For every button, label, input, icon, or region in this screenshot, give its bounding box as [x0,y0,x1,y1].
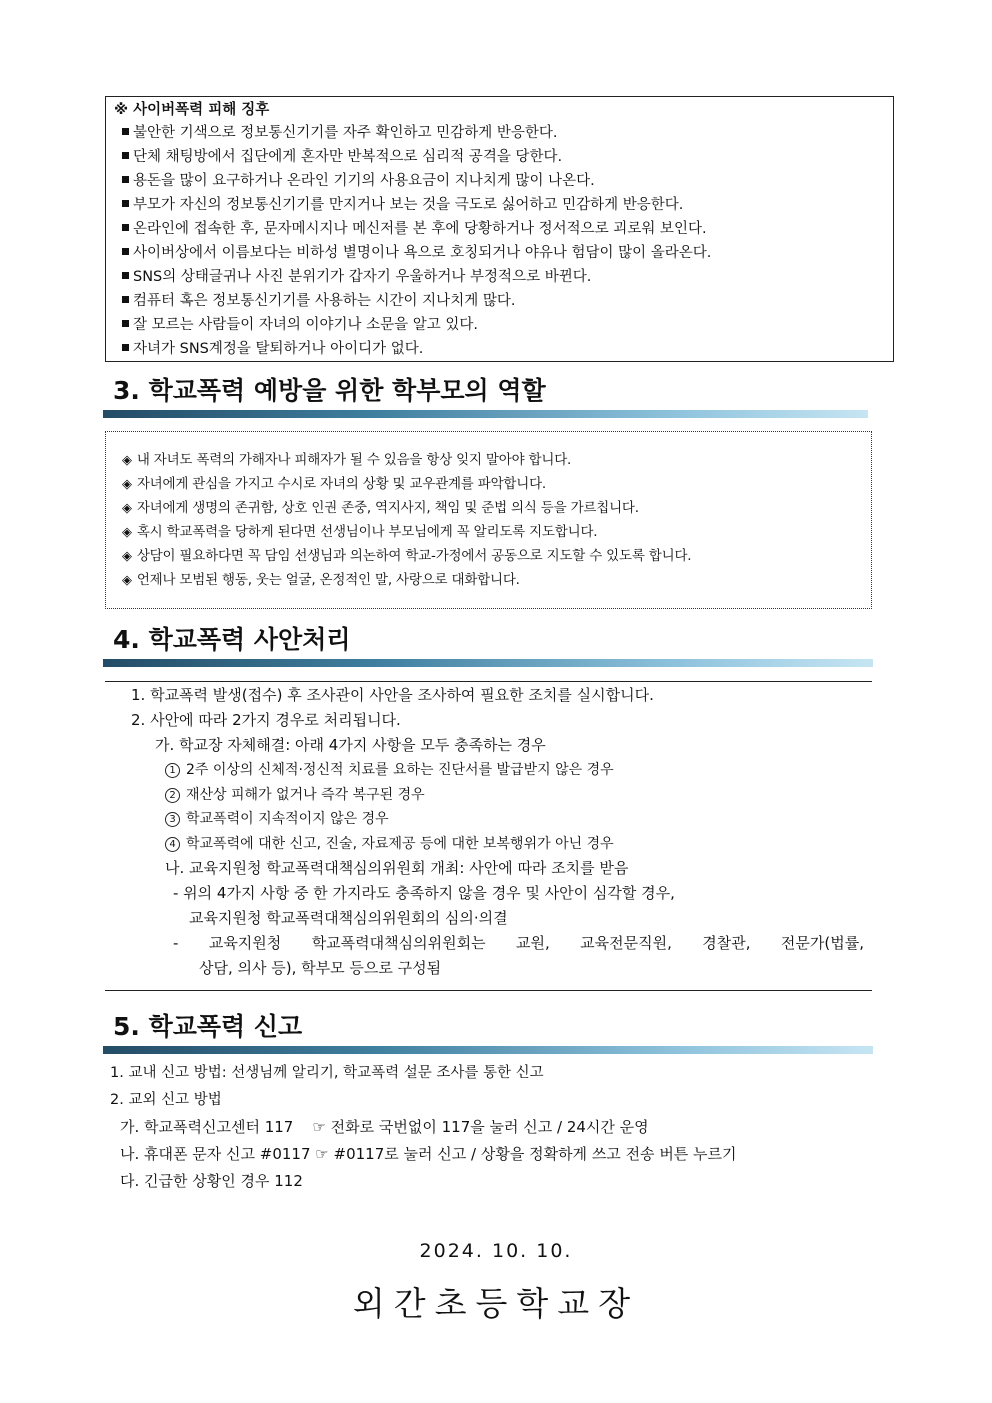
list-item: 부모가 자신의 정보통신기기를 만지거나 보는 것을 극도로 싫어하고 민감하게 반응한다. [114,193,893,217]
square-bullet-icon [122,320,129,327]
list-item: 사이버상에서 이름보다는 비하성 별명이나 욕으로 호칭되거나 야유나 험담이 많이 올라온다. [114,241,893,265]
pointing-hand-icon: ☞ [312,1118,326,1136]
pointing-hand-icon: ☞ [315,1145,329,1163]
square-bullet-icon [122,272,129,279]
diamond-bullet-icon: ◈ [122,477,132,492]
signs-title: ※ 사이버폭력 피해 징후 [114,102,270,118]
report-method: 1. 교내 신고 방법: 선생님께 알리기, 학교폭력 설문 조사를 통한 신고 [110,1065,544,1081]
section-title: 4. 학교폭력 사안처리 [113,625,351,654]
circled-number: 2 [165,788,180,803]
parent-role-box [105,431,872,609]
school-principal-signature: 외간초등학교장 [352,1284,640,1323]
procedure-step: 1. 학교폭력 발생(접수) 후 조사관이 사안을 조사하여 필요한 조치를 실시합니다. [131,686,654,704]
list-item: 컴퓨터 혹은 정보통신기기를 사용하는 시간이 지나치게 많다. [114,289,893,313]
section-title: 3. 학교폭력 예방을 위한 학부모의 역할 [113,376,546,405]
circled-number: 3 [165,812,180,827]
diamond-bullet-icon: ◈ [122,525,132,540]
sub-item-a: 가. 학교장 자체해결: 아래 4가지 사항을 모두 충족하는 경우 [155,736,546,754]
diamond-bullet-icon: ◈ [122,453,132,468]
dash-item-continuation: 상담, 의사 등), 학부모 등으로 구성됨 [199,959,442,977]
condition-item: 3 학교폭력이 지속적이지 않은 경우 [105,807,872,832]
list-item: ◈ 자녀에게 관심을 가지고 수시로 자녀의 상황 및 교우관계를 파악합니다. [122,472,871,496]
procedure-step: 2. 사안에 따라 2가지 경우로 처리됩니다. [131,711,401,729]
condition-item: 2 재산상 피해가 없거나 즉각 복구된 경우 [105,783,872,808]
list-item: ◈ 내 자녀도 폭력의 가해자나 피해자가 될 수 있음을 항상 잊지 말아야 합니다. [122,448,871,472]
list-item: ◈ 자녀에게 생명의 존귀함, 상호 인권 존중, 역지사지, 책임 및 준법 의식 등을 가르칩니다. [122,496,871,520]
sub-item-b: 나. 교육지원청 학교폭력대책심의위원회 개최: 사안에 따라 조치를 받음 [165,859,629,877]
document-date: 2024. 10. 10. [419,1240,573,1262]
diamond-bullet-icon: ◈ [122,549,132,564]
report-item: 다. 긴급한 상황인 경우 112 [120,1172,303,1190]
square-bullet-icon [122,344,129,351]
section-title: 5. 학교폭력 신고 [113,1012,303,1041]
heading-gradient-bar [103,1046,873,1054]
list-item: 자녀가 SNS계정을 탈퇴하거나 아이디가 없다. [114,337,893,361]
diamond-bullet-icon: ◈ [122,573,132,588]
list-item: 온라인에 접속한 후, 문자메시지나 메신저를 본 후에 당황하거나 정서적으로 괴로워 보인다. [114,217,893,241]
circled-number: 1 [165,763,180,778]
list-item: SNS의 상태글귀나 사진 분위기가 갑자기 우울하거나 부정적으로 바뀐다. [114,265,893,289]
heading-gradient-bar [103,410,868,418]
square-bullet-icon [122,128,129,135]
role-list [122,448,871,592]
section-5-heading [103,1012,873,1054]
list-item: ◈ 혹시 학교폭력을 당하게 된다면 선생님이나 부모님에게 꼭 알리도록 지도합니다. [122,520,871,544]
report-block [108,1060,888,1195]
dash-item: - 위의 4가지 사항 중 한 가지라도 충족하지 않을 경우 및 사안이 심각할 경우, [173,884,675,902]
dash-item-continuation: 교육지원청 학교폭력대책심의위원회의 심의·의결 [189,909,508,927]
report-method: 2. 교외 신고 방법 [110,1092,222,1108]
list-item: ◈ 언제나 모범된 행동, 웃는 얼굴, 온정적인 말, 사랑으로 대화합니다. [122,568,871,592]
square-bullet-icon [122,152,129,159]
dash-item-justified: - 교육지원청 학교폭력대책심의위원회는 교원, 교육전문직원, 경찰관, 전문가(법률, [173,934,864,952]
heading-gradient-bar [103,659,873,667]
section-4-heading [103,625,873,667]
list-item: 잘 모르는 사람들이 자녀의 이야기나 소문을 알고 있다. [114,313,893,337]
report-item: 가. 학교폭력신고센터 117 ☞ 전화로 국번없이 117을 눌러 신고 / 24시간 운영 [120,1118,649,1136]
square-bullet-icon [122,248,129,255]
list-item: 단체 채팅방에서 집단에게 혼자만 반복적으로 심리적 공격을 당한다. [114,145,893,169]
list-item: 용돈을 많이 요구하거나 온라인 기기의 사용요금이 지나치게 많이 나온다. [114,169,893,193]
cyber-violence-signs-box [105,96,894,362]
signs-list [114,121,893,361]
condition-item: 4 학교폭력에 대한 신고, 진술, 자료제공 등에 대한 보복행위가 아닌 경우 [105,832,872,857]
square-bullet-icon [122,176,129,183]
square-bullet-icon [122,296,129,303]
report-item: 나. 휴대폰 문자 신고 #0117 ☞ #0117로 눌러 신고 / 상황을 정확하게 쓰고 전송 버튼 누르기 [120,1145,737,1163]
condition-item: 1 2주 이상의 신체적·정신적 치료를 요하는 진단서를 발급받지 않은 경우 [105,758,872,783]
square-bullet-icon [122,224,129,231]
square-bullet-icon [122,200,129,207]
circled-number: 4 [165,837,180,852]
list-item: 불안한 기색으로 정보통신기기를 자주 확인하고 민감하게 반응한다. [114,121,893,145]
list-item: ◈ 상담이 필요하다면 꼭 담임 선생님과 의논하여 학교-가정에서 공동으로 지도할 수 있도록 합니다. [122,544,871,568]
case-handling-block [105,681,872,991]
section-3-heading [103,376,868,418]
diamond-bullet-icon: ◈ [122,501,132,516]
